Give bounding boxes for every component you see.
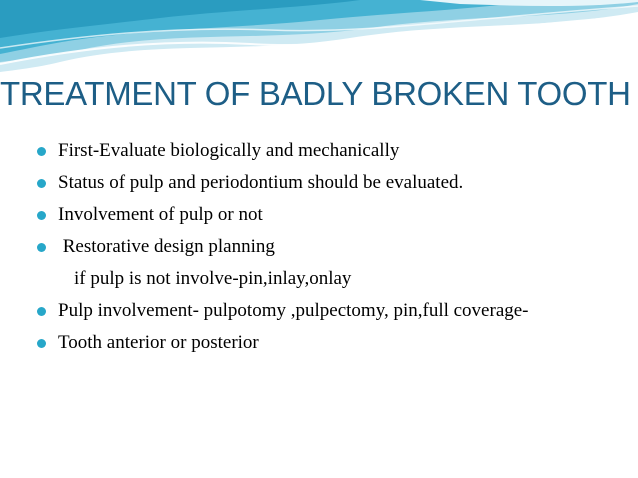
bullet-text: Restorative design planning [58, 236, 275, 257]
bullet-dot-icon [37, 339, 46, 348]
slide-title: TREATMENT OF BADLY BROKEN TOOTH [0, 75, 631, 112]
bullet-text: Tooth anterior or posterior [58, 332, 259, 353]
bullet-text: Pulp involvement- pulpotomy ,pulpectomy, pin,full coverage- [58, 300, 529, 321]
bullet-item [0, 202, 638, 228]
bullet-dot-icon [37, 147, 46, 156]
bullet-text: Status of pulp and periodontium should be evaluated. [58, 172, 464, 193]
bullet-dot-icon [37, 243, 46, 252]
bullet-text: Involvement of pulp or not [58, 204, 263, 225]
bullet-dot-icon [37, 307, 46, 316]
bullet-item [0, 170, 638, 196]
sub-item [0, 266, 638, 292]
bullet-dot-icon [37, 179, 46, 188]
sub-item-text: if pulp is not involve-pin,inlay,onlay [74, 268, 352, 289]
bullet-text: First-Evaluate biologically and mechanically [58, 140, 400, 161]
bullet-item [0, 330, 638, 356]
bullet-list [0, 138, 638, 362]
header-wave-decoration [0, 0, 638, 80]
bullet-dot-icon [37, 211, 46, 220]
bullet-item [0, 234, 638, 260]
bullet-item [0, 298, 638, 324]
bullet-item [0, 138, 638, 164]
